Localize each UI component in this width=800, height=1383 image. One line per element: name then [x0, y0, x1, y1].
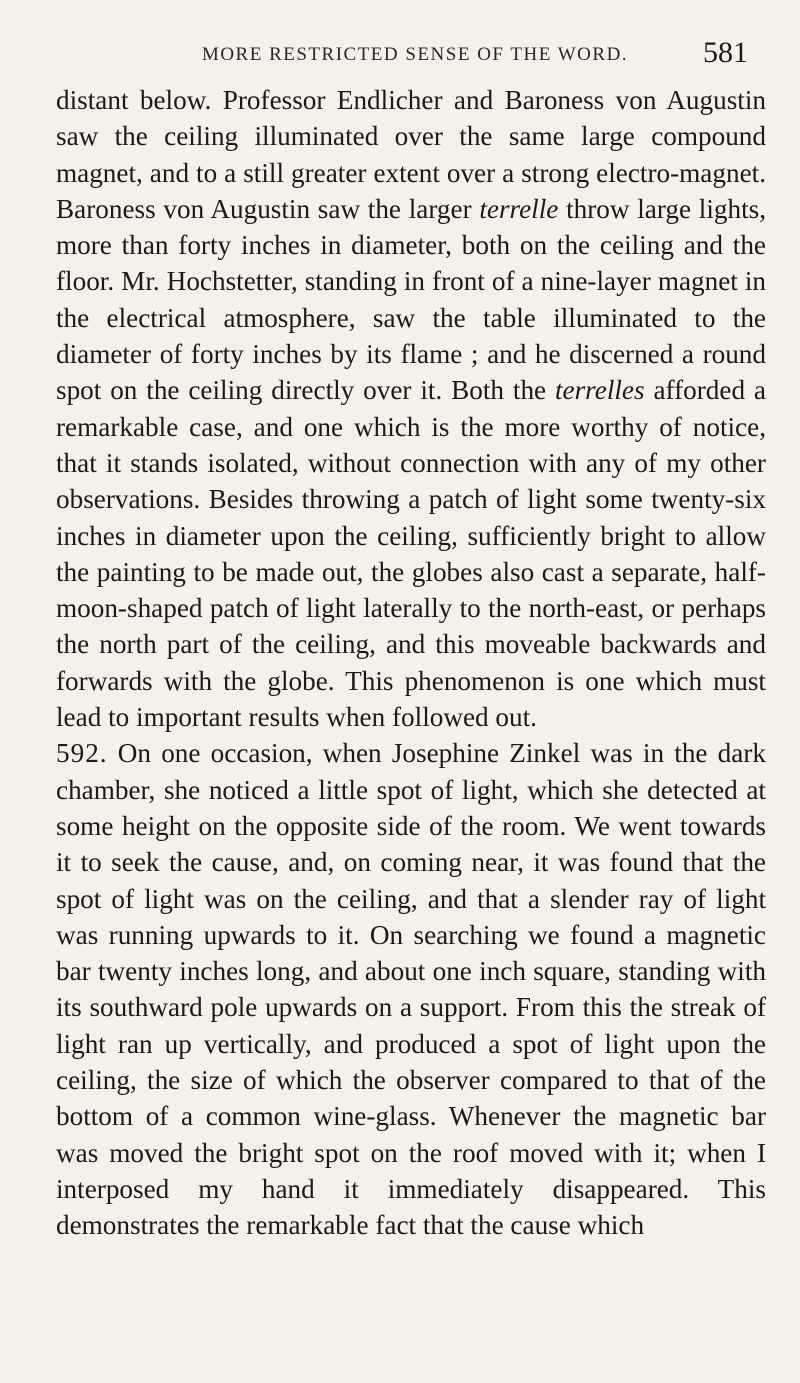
- paragraph: [56, 82, 766, 735]
- running-head: MORE RESTRICTED SENSE OF THE WORD.: [201, 44, 629, 65]
- text-segment: distant below. Professor Endlicher and Baroness von Augustin saw the ceiling illuminated over the same large compound magnet, and to a still greater extent over a strong electro-magnet. Baroness von Augustin saw the larger: [56, 85, 766, 224]
- italic-term: terrelle: [479, 193, 559, 224]
- italic-term: terrelles: [554, 375, 645, 406]
- text-segment: afforded a remarkable case, and one which is the more worthy of notice, that it stands isolated, without connection with any of my other observations. Besides throwing a patch of light some twenty-six inches in diameter upon the ceiling, sufficiently bright to allow the painting to be made out, the globes also cast a separate, half-moon-shaped patch of light laterally to the north-east, or perhaps the north part of the ceiling, and this moveable backwards and forwards with the globe. This phenomenon is one which must lead to important results when followed out.: [56, 375, 766, 733]
- page-number: 581: [703, 36, 748, 69]
- paragraph-number: 592.: [56, 738, 108, 769]
- body-text: [56, 82, 766, 1244]
- text-segment: throw large lights, more than forty inches in diameter, both on the ceiling and the floor. Mr. Hochstetter, standing in front of a nine-layer magnet in the electrical atmosphere, saw the table illuminated to the diameter of forty inches by its flame ; and he discerned a round spot on the ceiling directly over it. Both the: [56, 193, 767, 406]
- text-segment: On one occasion, when Josephine Zinkel was in the dark chamber, she noticed a little spot of light, which she detected at some height on the opposite side of the room. We went towards it to seek the cause, and, on coming near, it was found that the spot of light was on the ceiling, and that a slender ray of light was running upwards to it. On searching we found a magnetic bar twenty inches long, and about one inch square, standing with its southward pole upwards on a support. From this the streak of light ran up vertically, and produced a spot of light upon the ceiling, the size of which the observer compared to that of the bottom of a common wine-glass. Whenever the magnetic bar was moved the bright spot on the roof moved with it; when I interposed my hand it immediately disappeared. This demonstrates the remarkable fact that the cause which: [56, 738, 766, 1241]
- paragraph: [56, 735, 766, 1243]
